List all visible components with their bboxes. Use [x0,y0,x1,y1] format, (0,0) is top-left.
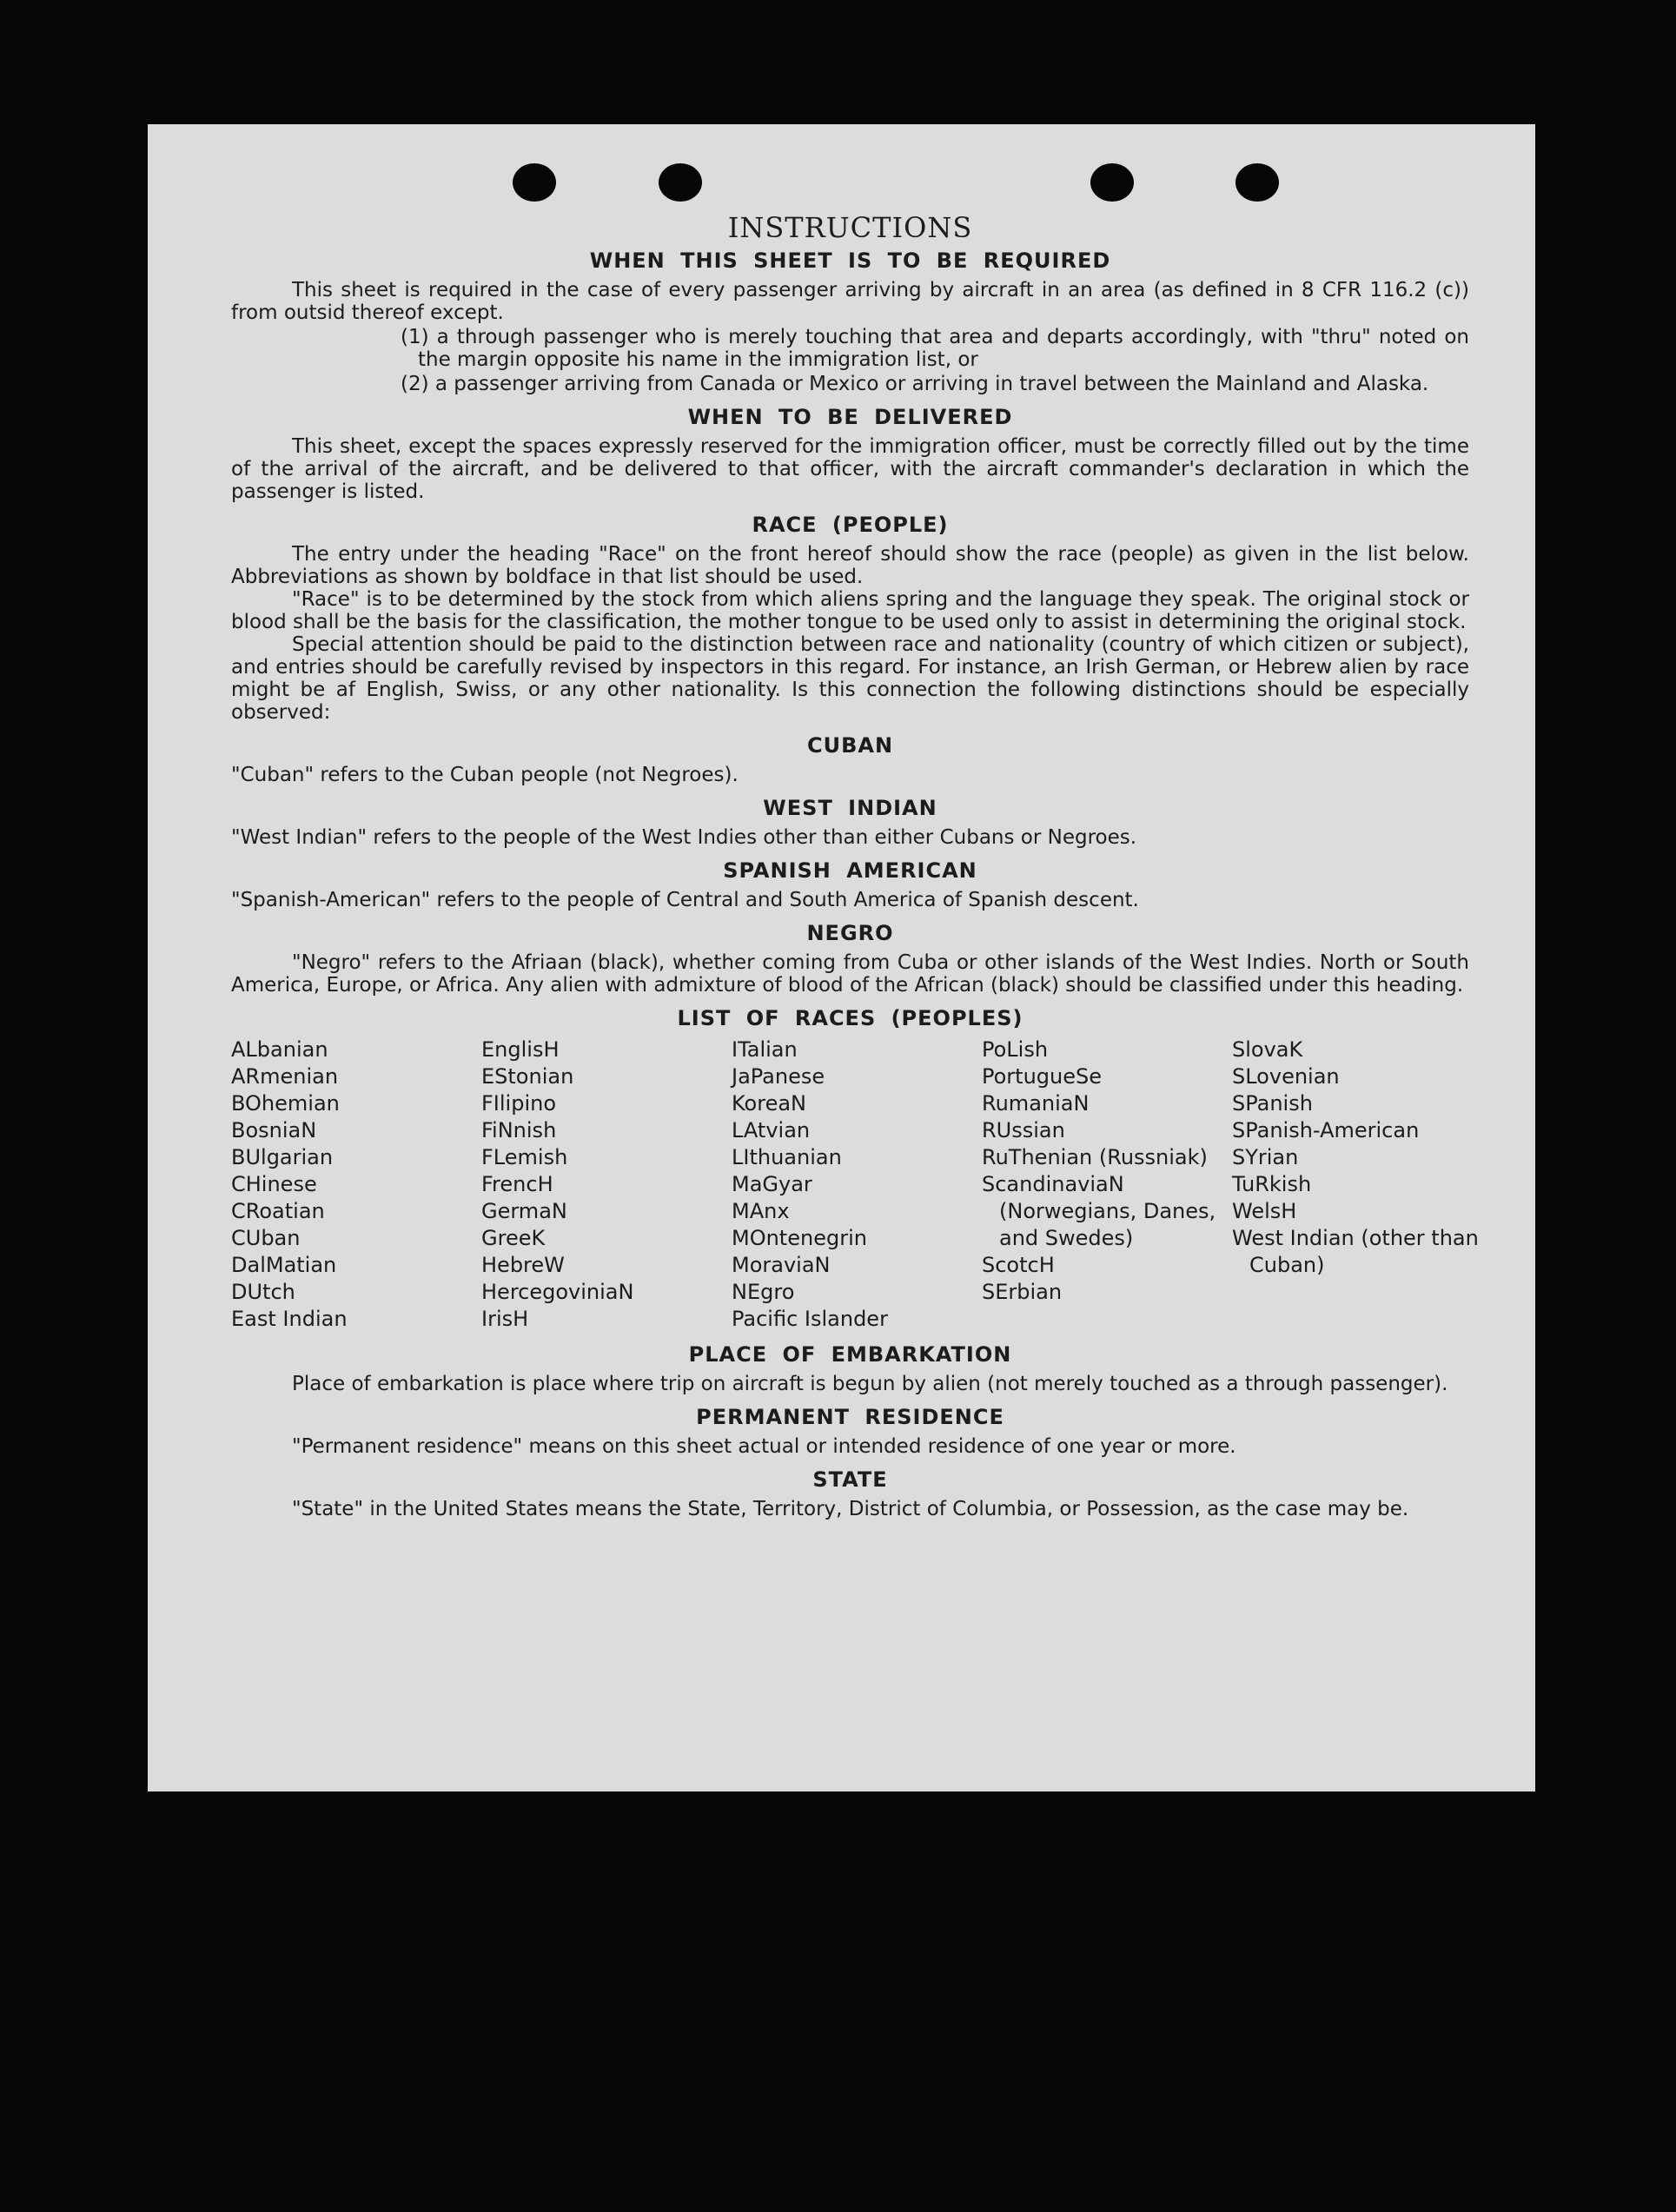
punch-hole [513,163,556,202]
document-title: INSTRUCTIONS [727,211,973,244]
spanish-american-text: "Spanish-American" refers to the people of Central and South America of Spanish descent. [231,889,1139,911]
race-item: GreeK [481,1226,546,1250]
race-paragraph-2: "Race" is to be determined by the stock from which aliens spring and the language they speak. The original stock or blood shall be the basis for the classification, the mother tongue to be used only to assist in determining the original stock. [231,588,1469,633]
race-item: FiNnish [481,1118,557,1142]
race-item: MOntenegrin [732,1226,867,1250]
state-text: "State" in the United States means the State, Territory, District of Columbia, or Possession, as the case may be. [292,1498,1409,1520]
race-item: JaPanese [732,1064,825,1089]
race-item: BUlgarian [231,1145,334,1169]
race-item: ScandinaviaN (Norwegians, Danes, and Swedes) [982,1172,1216,1250]
races-column [732,1036,982,1333]
race-item: MoraviaN [732,1253,831,1277]
races-list [231,1036,1479,1333]
race-paragraph-1: The entry under the heading "Race" on the front hereof should show the race (people) as given in the list below. Abbreviations as shown by boldface in that list should be used. [231,543,1469,588]
race-item: ARmenian [231,1064,339,1089]
race-item: West Indian (other than Cuban) [1232,1226,1479,1277]
race-item: ALbanian [231,1037,328,1062]
race-item: PoLish [982,1037,1049,1062]
race-item: East Indian [231,1307,348,1331]
race-item: SlovaK [1232,1037,1303,1062]
races-column [231,1036,481,1333]
race-item: Pacific Islander [732,1307,888,1331]
negro-text: "Negro" refers to the Afriaan (black), whether coming from Cuba or other islands of the West Indies. North or South America, Europe, or Africa. Any alien with admixture of blood of the African (black) should be classified under this heading. [231,951,1469,997]
race-item: FLemish [481,1145,568,1169]
race-item: FIlipino [481,1091,557,1116]
races-column [481,1036,732,1333]
race-item: GermaN [481,1199,567,1223]
race-item: LIthuanian [732,1145,842,1169]
race-paragraph-3: Special attention should be paid to the distinction between race and nationality (country of which citizen or subject), and entries should be carefully revised by inspectors in this regard. For instance, an Irish German, or Hebrew alien by race might be af English, Swiss, or any other nationality. Is this connection the following distinctions should be especially observed: [231,633,1469,724]
document-sheet [148,124,1535,1791]
residence-text: "Permanent residence" means on this sheet actual or intended residence of one year or more. [292,1435,1236,1458]
race-item: SYrian [1232,1145,1299,1169]
race-item: RuThenian (Russniak) [982,1145,1208,1169]
section-heading-negro: NEGRO [806,921,894,945]
punch-hole [1235,163,1279,202]
races-column [1232,1036,1482,1333]
race-item: EnglisH [481,1037,560,1062]
race-item: CUban [231,1226,301,1250]
race-item: SErbian [982,1280,1063,1304]
race-item: IrisH [481,1307,529,1331]
cuban-text: "Cuban" refers to the Cuban people (not Negroes). [231,764,739,786]
race-item: SLovenian [1232,1064,1340,1089]
race-item: ITalian [732,1037,798,1062]
delivered-text: This sheet, except the spaces expressly reserved for the immigration officer, must be correctly filled out by the time of the arrival of the aircraft, and be delivered to that officer, with the aircraft commander's declaration in which the passenger is listed. [231,435,1469,503]
race-item: CRoatian [231,1199,325,1223]
race-item: SPanish-American [1232,1118,1420,1142]
race-item: CHinese [231,1172,317,1196]
race-item: DalMatian [231,1253,337,1277]
section-heading-state: STATE [812,1467,888,1492]
race-item: RumaniaN [982,1091,1090,1116]
section-heading-delivered: WHEN TO BE DELIVERED [687,405,1013,429]
section-heading-list-of-races: LIST OF RACES (PEOPLES) [677,1006,1023,1030]
section-heading-cuban: CUBAN [806,733,894,758]
race-item: NEgro [732,1280,795,1304]
section-heading-residence: PERMANENT RESIDENCE [696,1405,1004,1429]
race-item: LAtvian [732,1118,811,1142]
race-item: PortugueSe [982,1064,1102,1089]
race-item: RUssian [982,1118,1065,1142]
section-heading-race: RACE (PEOPLE) [752,513,949,537]
race-item: HercegoviniaN [481,1280,634,1304]
race-item: FrencH [481,1172,553,1196]
race-item: TuRkish [1232,1172,1312,1196]
race-item: HebreW [481,1253,565,1277]
section-heading-west-indian: WEST INDIAN [763,796,937,820]
race-item: WelsH [1232,1199,1297,1223]
section-heading-spanish-american: SPANISH AMERICAN [723,858,977,883]
document-body [231,209,1479,1520]
west-indian-text: "West Indian" refers to the people of the West Indies other than either Cubans or Negroes. [231,826,1137,849]
race-item: KoreaN [732,1091,806,1116]
race-item: MaGyar [732,1172,812,1196]
race-item: MAnx [732,1199,790,1223]
embarkation-text: Place of embarkation is place where trip on aircraft is begun by alien (not merely touched as a through passenger). [292,1373,1448,1395]
race-item: EStonian [481,1064,574,1089]
races-column [982,1036,1232,1333]
section-heading-required: WHEN THIS SHEET IS TO BE REQUIRED [589,248,1111,273]
section-heading-embarkation: PLACE OF EMBARKATION [688,1342,1012,1367]
required-item-2: (2) a passenger arriving from Canada or Mexico or arriving in travel between the Mainland and Alaska. [401,373,1429,395]
race-item: BosniaN [231,1118,317,1142]
race-item: DUtch [231,1280,295,1304]
punch-hole [659,163,702,202]
punch-hole [1090,163,1134,202]
race-item: SPanish [1232,1091,1313,1116]
race-item: ScotcH [982,1253,1055,1277]
race-item: BOhemian [231,1091,340,1116]
required-intro: This sheet is required in the case of every passenger arriving by aircraft in an area (as defined in 8 CFR 116.2 (c)) from outsid thereof except. [231,279,1469,324]
required-item-1: (1) a through passenger who is merely touching that area and departs accordingly, with "thru" noted on the margin opposite his name in the immigration list, or [401,326,1469,371]
